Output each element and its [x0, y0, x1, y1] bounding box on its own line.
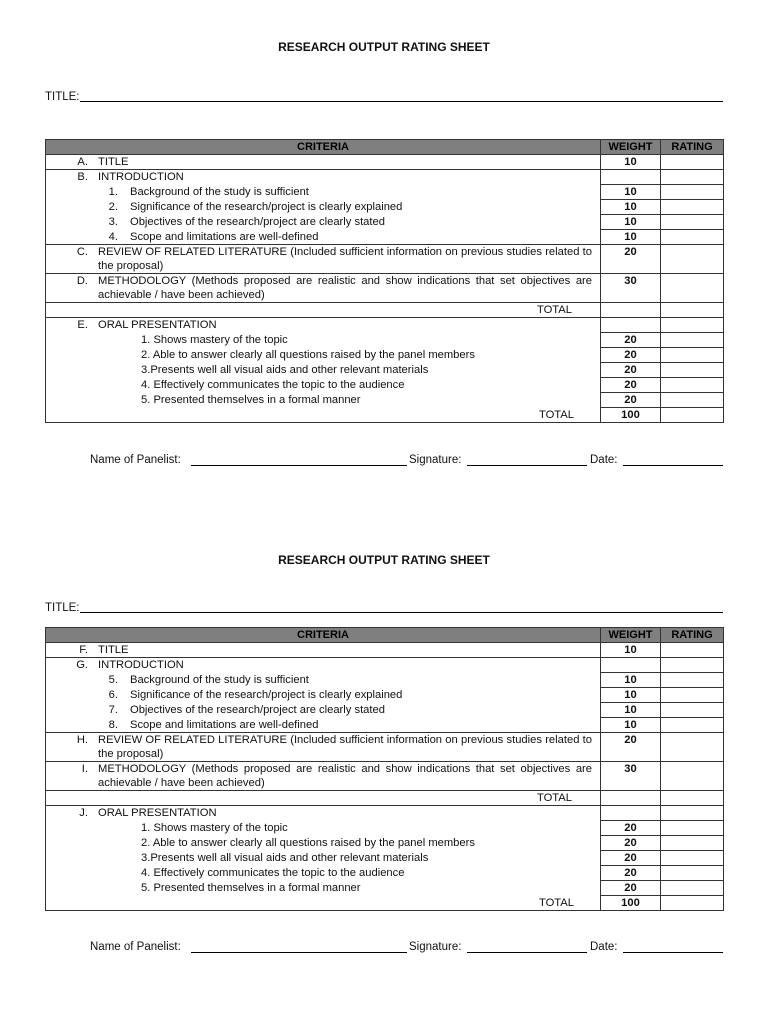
- criteria-number: 7.: [108, 703, 118, 716]
- table-row: [46, 393, 724, 408]
- criteria-cell: [46, 245, 601, 274]
- criteria-cell: [46, 718, 601, 733]
- criteria-cell: [46, 274, 601, 303]
- criteria-text: 2. Able to answer clearly all questions raised by the panel members: [141, 348, 475, 361]
- weight-cell: 20: [601, 363, 661, 378]
- rating-cell[interactable]: [661, 658, 724, 673]
- criteria-text: 2. Able to answer clearly all questions raised by the panel members: [141, 836, 475, 849]
- weight-cell: 100: [601, 896, 661, 911]
- criteria-text: Scope and limitations are well-defined: [130, 230, 319, 243]
- weight-cell: 20: [601, 836, 661, 851]
- rating-cell[interactable]: [661, 881, 724, 896]
- rating-cell[interactable]: [661, 333, 724, 348]
- title-label: TITLE:: [45, 602, 80, 614]
- signature-field[interactable]: [467, 465, 587, 466]
- total-label: TOTAL: [538, 408, 574, 421]
- criteria-cell: [46, 896, 601, 911]
- criteria-text: METHODOLOGY (Methods proposed are realistic and show indications that set objectives are achievable / have been achieved): [98, 763, 592, 789]
- criteria-text: 1. Shows mastery of the topic: [141, 821, 288, 834]
- table-row: [46, 896, 724, 911]
- criteria-number: 5.: [108, 673, 118, 686]
- criteria-text: Significance of the research/project is clearly explained: [130, 688, 403, 701]
- table-row: [46, 866, 724, 881]
- table-row: [46, 851, 724, 866]
- table-row: [46, 673, 724, 688]
- rating-cell[interactable]: [661, 643, 724, 658]
- table-row: [46, 215, 724, 230]
- rating-cell[interactable]: [661, 821, 724, 836]
- weight-cell: 10: [601, 643, 661, 658]
- criteria-cell: [46, 363, 601, 378]
- table-row: [46, 836, 724, 851]
- weight-cell: 10: [601, 215, 661, 230]
- criteria-cell: [46, 733, 601, 762]
- weight-cell: 10: [601, 200, 661, 215]
- table-row: [46, 703, 724, 718]
- rating-cell[interactable]: [661, 170, 724, 185]
- criteria-cell: [46, 703, 601, 718]
- total-label: TOTAL: [536, 792, 572, 804]
- weight-cell: [601, 791, 661, 806]
- rating-cell[interactable]: [661, 718, 724, 733]
- rating-cell[interactable]: [661, 200, 724, 215]
- criteria-cell: [46, 408, 601, 423]
- criteria-cell: [46, 673, 601, 688]
- criteria-text: 3.Presents well all visual aids and other relevant materials: [141, 851, 429, 864]
- criteria-number: 4.: [108, 230, 118, 243]
- weight-cell: 10: [601, 155, 661, 170]
- criteria-cell: [46, 688, 601, 703]
- table-row: [46, 408, 724, 423]
- criteria-text: METHODOLOGY (Methods proposed are realistic and show indications that set objectives are achievable / have been achieved): [98, 275, 592, 301]
- criteria-rows: [46, 155, 724, 423]
- table-row: [46, 791, 724, 806]
- table-row: [46, 318, 724, 333]
- criteria-letter: B.: [77, 171, 88, 183]
- column-header-weight: WEIGHT: [601, 140, 661, 155]
- criteria-text: Background of the study is sufficient: [130, 673, 309, 686]
- rating-cell[interactable]: [661, 393, 724, 408]
- criteria-table: [45, 139, 724, 423]
- weight-cell: 10: [601, 230, 661, 245]
- signature-footer: [90, 454, 723, 468]
- table-row: [46, 274, 724, 303]
- criteria-text: Significance of the research/project is clearly explained: [130, 200, 403, 213]
- criteria-letter: J.: [79, 807, 88, 819]
- weight-cell: 30: [601, 762, 661, 791]
- criteria-letter: H.: [76, 734, 88, 746]
- criteria-cell: [46, 866, 601, 881]
- table-row: [46, 245, 724, 274]
- weight-cell: 10: [601, 703, 661, 718]
- rating-cell[interactable]: [661, 363, 724, 378]
- weight-cell: 20: [601, 881, 661, 896]
- criteria-cell: [46, 821, 601, 836]
- date-label: Date:: [590, 454, 618, 466]
- criteria-cell: [46, 851, 601, 866]
- rating-cell[interactable]: [661, 378, 724, 393]
- rating-cell[interactable]: [661, 215, 724, 230]
- criteria-text: 5. Presented themselves in a formal manner: [141, 393, 361, 406]
- weight-cell: 20: [601, 348, 661, 363]
- date-label: Date:: [590, 941, 618, 953]
- criteria-cell: [46, 318, 601, 333]
- date-field[interactable]: [623, 465, 723, 466]
- criteria-text: 5. Presented themselves in a formal manner: [141, 881, 361, 894]
- table-row: [46, 881, 724, 896]
- criteria-text: ORAL PRESENTATION: [98, 807, 217, 819]
- column-header-criteria: CRITERIA: [46, 140, 601, 155]
- weight-cell: 10: [601, 673, 661, 688]
- criteria-letter: C.: [76, 246, 88, 258]
- column-header-criteria: CRITERIA: [46, 628, 601, 643]
- criteria-text: TITLE: [98, 156, 129, 168]
- weight-cell: 20: [601, 866, 661, 881]
- table-row: [46, 762, 724, 791]
- title-label: TITLE:: [45, 91, 80, 103]
- criteria-number: 6.: [108, 688, 118, 701]
- rating-cell[interactable]: [661, 185, 724, 200]
- table-row: [46, 806, 724, 821]
- criteria-text: REVIEW OF RELATED LITERATURE (Included sufficient information on previous studies related to the proposal): [98, 734, 592, 760]
- title-field[interactable]: [45, 602, 723, 616]
- table-row: [46, 155, 724, 170]
- criteria-text: REVIEW OF RELATED LITERATURE (Included sufficient information on previous studies related to the proposal): [98, 246, 592, 272]
- weight-cell: 20: [601, 393, 661, 408]
- rating-cell[interactable]: [661, 806, 724, 821]
- criteria-number: 1.: [108, 185, 118, 198]
- rating-cell[interactable]: [661, 866, 724, 881]
- rating-cell[interactable]: [661, 791, 724, 806]
- criteria-text: ORAL PRESENTATION: [98, 319, 217, 331]
- weight-cell: 20: [601, 733, 661, 762]
- criteria-cell: [46, 348, 601, 363]
- criteria-text: 4. Effectively communicates the topic to the audience: [141, 378, 405, 391]
- criteria-cell: [46, 658, 601, 673]
- table-row: [46, 333, 724, 348]
- table-row: [46, 185, 724, 200]
- criteria-letter: G.: [76, 659, 88, 671]
- weight-cell: 20: [601, 245, 661, 274]
- criteria-cell: [46, 836, 601, 851]
- weight-cell: 20: [601, 851, 661, 866]
- criteria-cell: [46, 762, 601, 791]
- rating-cell[interactable]: [661, 851, 724, 866]
- column-header-rating: RATING: [661, 628, 724, 643]
- criteria-letter: E.: [77, 319, 88, 331]
- criteria-cell: [46, 378, 601, 393]
- rating-cell[interactable]: [661, 703, 724, 718]
- criteria-cell: [46, 303, 601, 318]
- table-row: [46, 363, 724, 378]
- sheet-heading: RESEARCH OUTPUT RATING SHEET: [278, 40, 490, 54]
- criteria-cell: [46, 806, 601, 821]
- rating-cell[interactable]: [661, 896, 724, 911]
- criteria-letter: D.: [76, 275, 88, 287]
- criteria-text: Objectives of the research/project are clearly stated: [130, 215, 385, 228]
- criteria-cell: [46, 155, 601, 170]
- criteria-cell: [46, 791, 601, 806]
- table-row: [46, 200, 724, 215]
- criteria-text: Scope and limitations are well-defined: [130, 718, 319, 731]
- criteria-cell: [46, 185, 601, 200]
- signature-field[interactable]: [467, 952, 587, 953]
- rating-cell[interactable]: [661, 688, 724, 703]
- criteria-letter: I.: [81, 763, 88, 775]
- weight-cell: [601, 658, 661, 673]
- criteria-cell: [46, 170, 601, 185]
- panelist-name-field[interactable]: [191, 952, 407, 953]
- criteria-cell: [46, 643, 601, 658]
- signature-label: Signature:: [409, 941, 462, 953]
- table-row: [46, 658, 724, 673]
- criteria-letter: A.: [77, 156, 88, 168]
- weight-cell: [601, 303, 661, 318]
- criteria-text: INTRODUCTION: [98, 659, 184, 671]
- criteria-text: Background of the study is sufficient: [130, 185, 309, 198]
- criteria-text: 3.Presents well all visual aids and other relevant materials: [141, 363, 429, 376]
- rating-cell[interactable]: [661, 230, 724, 245]
- weight-cell: 30: [601, 274, 661, 303]
- total-label: TOTAL: [536, 304, 572, 316]
- column-header-rating: RATING: [661, 140, 724, 155]
- weight-cell: [601, 318, 661, 333]
- table-row: [46, 378, 724, 393]
- weight-cell: 20: [601, 333, 661, 348]
- total-label: TOTAL: [538, 896, 574, 909]
- date-field[interactable]: [623, 952, 723, 953]
- rating-cell[interactable]: [661, 274, 724, 303]
- rating-cell[interactable]: [661, 245, 724, 274]
- title-underline: [80, 101, 723, 102]
- criteria-cell: [46, 215, 601, 230]
- criteria-text: INTRODUCTION: [98, 171, 184, 183]
- criteria-cell: [46, 333, 601, 348]
- table-row: [46, 688, 724, 703]
- rating-cell[interactable]: [661, 155, 724, 170]
- criteria-cell: [46, 230, 601, 245]
- table-row: [46, 718, 724, 733]
- criteria-cell: [46, 200, 601, 215]
- weight-cell: [601, 806, 661, 821]
- weight-cell: 10: [601, 185, 661, 200]
- rating-cell[interactable]: [661, 836, 724, 851]
- panelist-label: Name of Panelist:: [90, 941, 181, 953]
- rating-cell[interactable]: [661, 303, 724, 318]
- panelist-name-field[interactable]: [191, 465, 407, 466]
- criteria-number: 2.: [108, 200, 118, 213]
- criteria-text: TITLE: [98, 644, 129, 656]
- title-underline: [80, 612, 723, 613]
- weight-cell: [601, 170, 661, 185]
- criteria-text: 4. Effectively communicates the topic to the audience: [141, 866, 405, 879]
- weight-cell: 100: [601, 408, 661, 423]
- signature-label: Signature:: [409, 454, 462, 466]
- rating-cell[interactable]: [661, 762, 724, 791]
- table-row: [46, 643, 724, 658]
- table-row: [46, 733, 724, 762]
- criteria-text: Objectives of the research/project are clearly stated: [130, 703, 385, 716]
- panelist-label: Name of Panelist:: [90, 454, 181, 466]
- weight-cell: 20: [601, 378, 661, 393]
- title-field[interactable]: [45, 91, 723, 105]
- criteria-cell: [46, 393, 601, 408]
- rating-cell[interactable]: [661, 673, 724, 688]
- rating-cell[interactable]: [661, 348, 724, 363]
- table-row: [46, 348, 724, 363]
- weight-cell: 20: [601, 821, 661, 836]
- table-row: [46, 170, 724, 185]
- table-row: [46, 303, 724, 318]
- rating-cell[interactable]: [661, 733, 724, 762]
- weight-cell: 10: [601, 718, 661, 733]
- criteria-rows: [46, 643, 724, 911]
- sheet-heading: RESEARCH OUTPUT RATING SHEET: [278, 553, 490, 567]
- column-header-weight: WEIGHT: [601, 628, 661, 643]
- weight-cell: 10: [601, 688, 661, 703]
- criteria-number: 8.: [108, 718, 118, 731]
- rating-cell[interactable]: [661, 408, 724, 423]
- table-row: [46, 230, 724, 245]
- criteria-table: [45, 627, 724, 911]
- criteria-cell: [46, 881, 601, 896]
- table-row: [46, 821, 724, 836]
- signature-footer: [90, 941, 723, 955]
- rating-cell[interactable]: [661, 318, 724, 333]
- criteria-number: 3.: [108, 215, 118, 228]
- criteria-letter: F.: [79, 644, 88, 656]
- criteria-text: 1. Shows mastery of the topic: [141, 333, 288, 346]
